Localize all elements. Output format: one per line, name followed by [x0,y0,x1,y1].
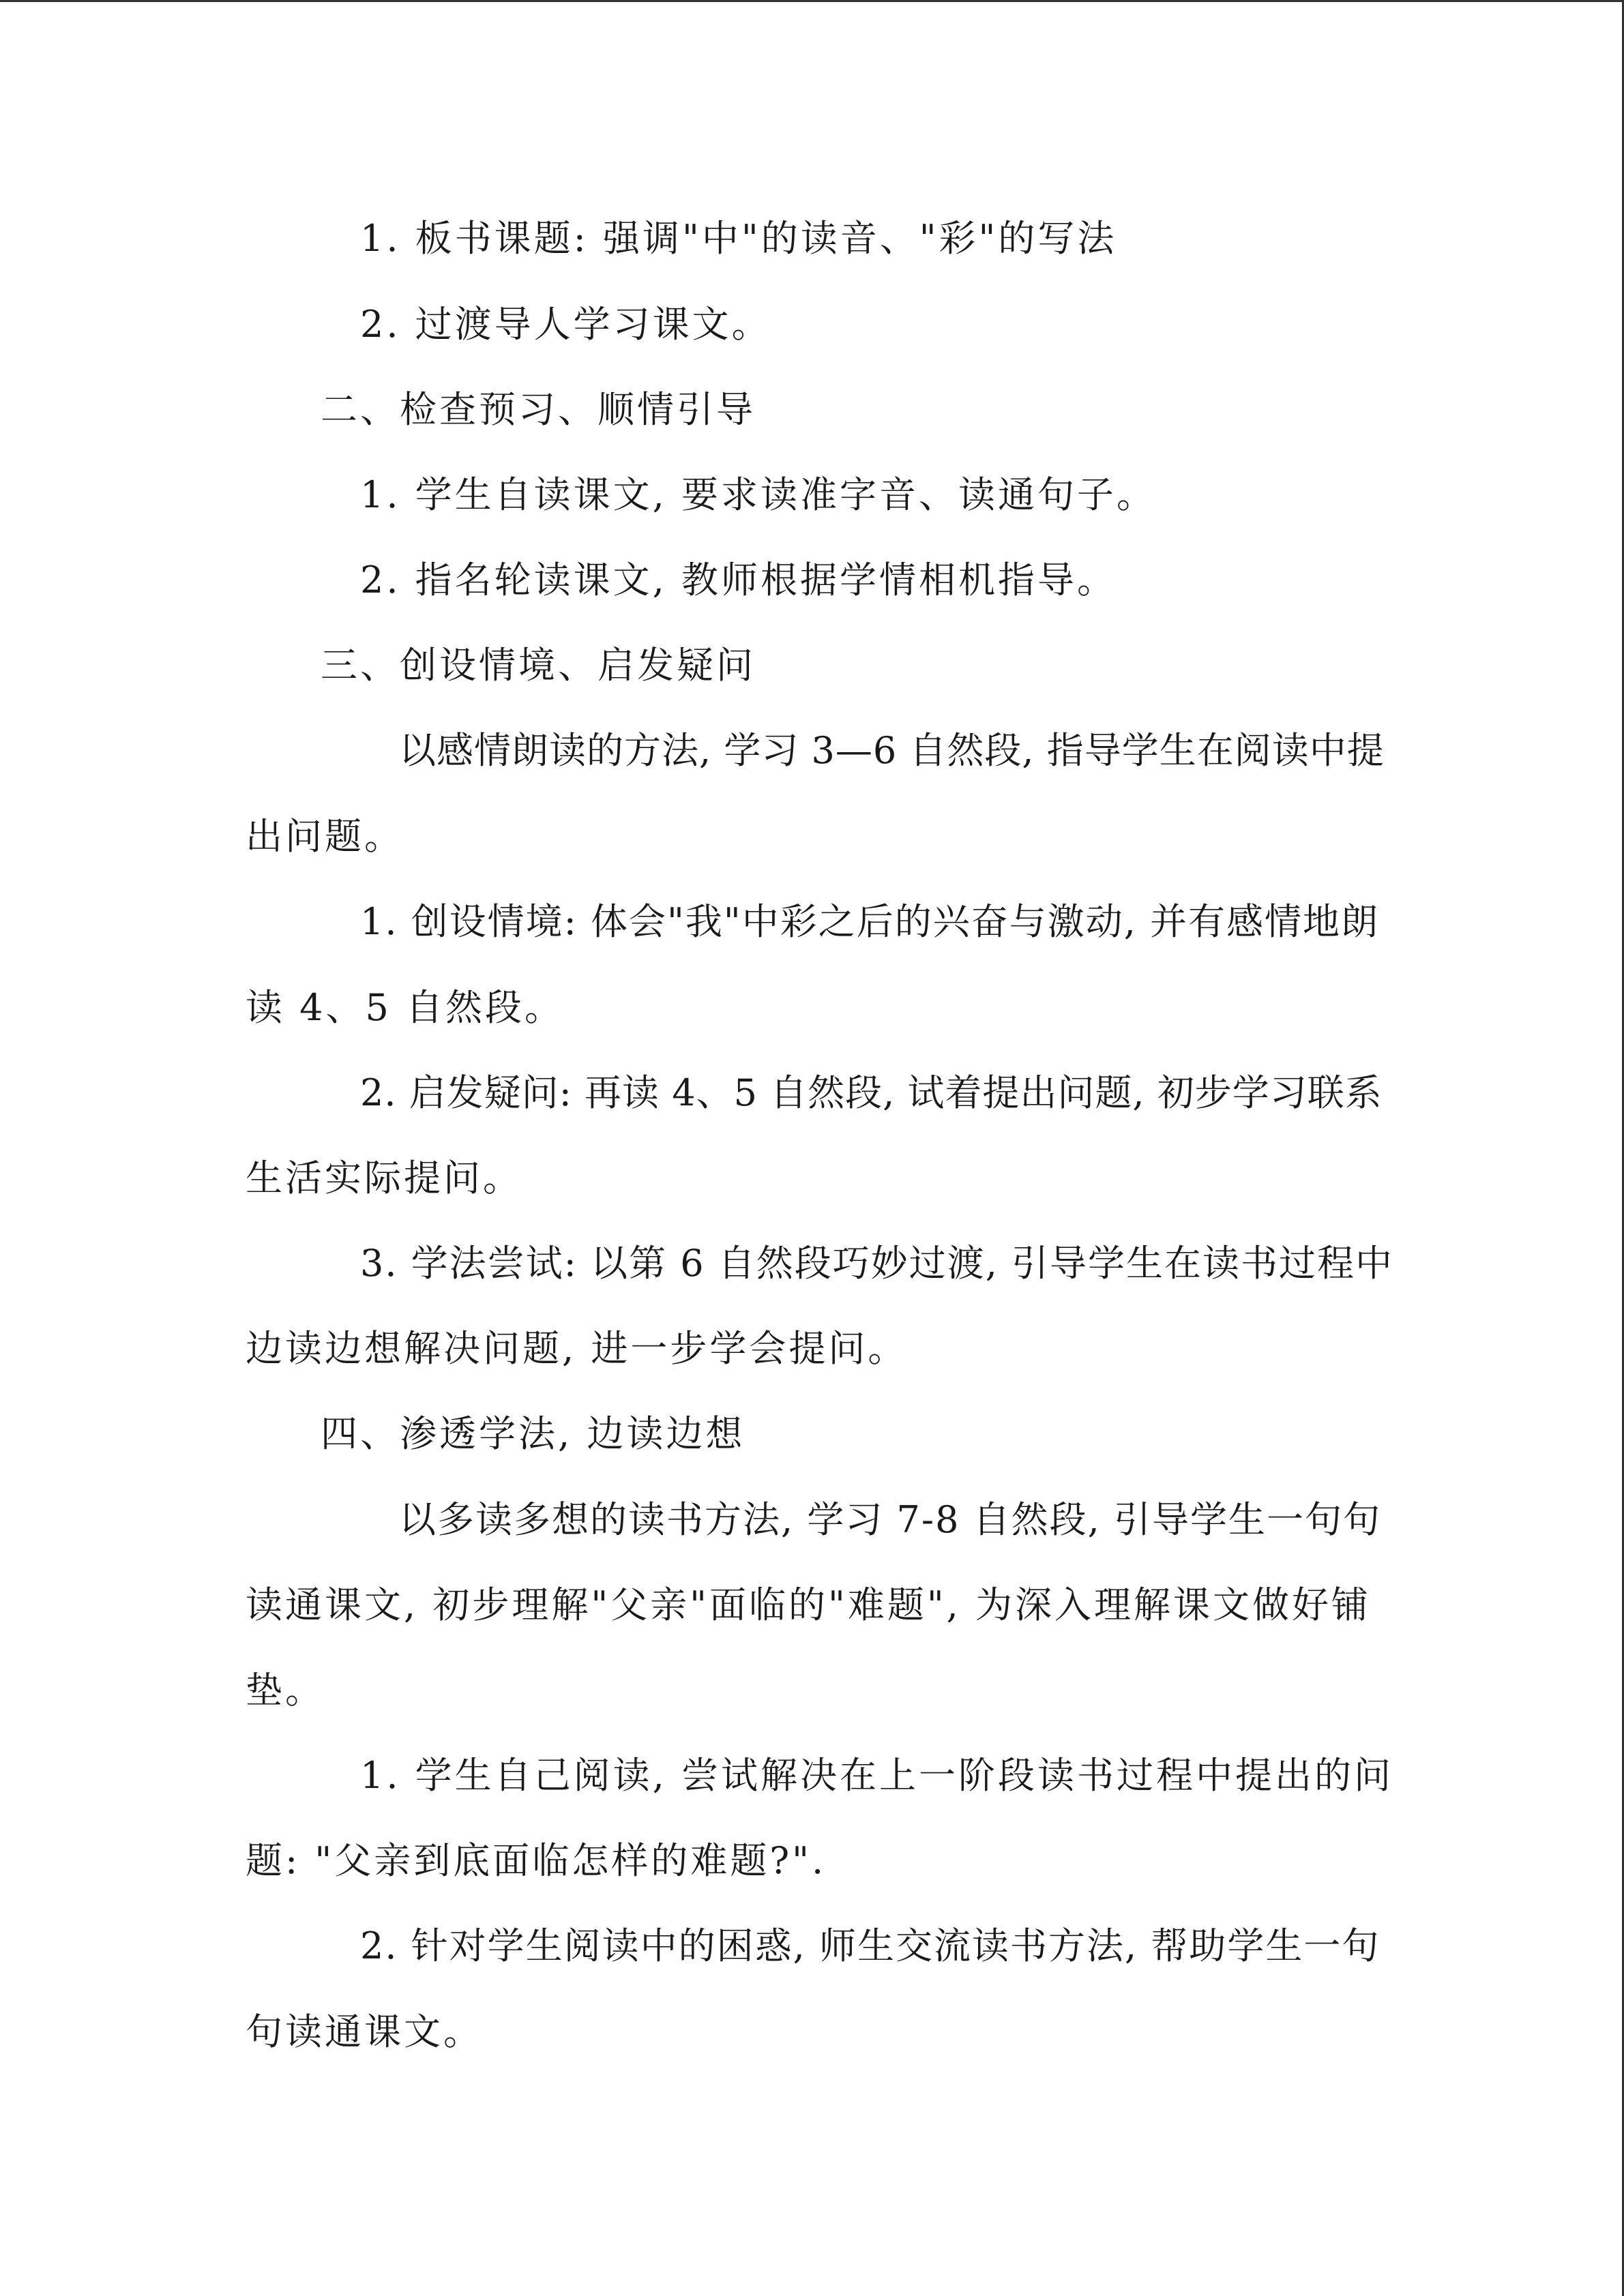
section-heading: 四、渗透学法, 边读边想 [321,1412,745,1455]
section-heading: 三、创设情境、启发疑问 [321,644,756,687]
text-line: 边读边想解决问题, 进一步学会提问。 [246,1327,908,1370]
text-line: 1. 板书课题: 强调"中"的读音、"彩"的写法 [360,217,1117,260]
text-line: 2. 指名轮读课文, 教师根据学情相机指导。 [360,558,1117,601]
text-line: 题: "父亲到底面临怎样的难题?". [246,1839,827,1882]
text-line: 1. 学生自己阅读, 尝试解决在上一阶段读书过程中提出的问 [360,1754,1394,1797]
text-line: 读 4、5 自然段。 [246,986,565,1029]
text-line: 1. 创设情境: 体会"我"中彩之后的兴奋与激动, 并有感情地朗 [360,900,1380,943]
text-line: 3. 学法尝试: 以第 6 自然段巧妙过渡, 引导学生在读书过程中 [360,1242,1394,1285]
text-line: 1. 学生自读课文, 要求读准字音、读通句子。 [360,473,1157,516]
text-line: 句读通课文。 [246,2010,483,2053]
text-line: 2. 过渡导人学习课文。 [360,303,771,346]
text-line: 出问题。 [246,815,404,858]
text-line: 读通课文, 初步理解"父亲"面临的"难题", 为深入理解课文做好铺 [246,1583,1372,1626]
text-line: 以感情朗读的方法, 学习 3—6 自然段, 指导学生在阅读中提 [399,729,1385,772]
section-heading: 二、检查预习、顺情引导 [321,388,756,431]
text-line: 垫。 [246,1669,325,1712]
text-line: 2. 针对学生阅读中的困惑, 师生交流读书方法, 帮助学生一句 [360,1924,1381,1967]
text-line: 2. 启发疑问: 再读 4、5 自然段, 试着提出问题, 初步学习联系 [360,1071,1383,1114]
text-line: 以多读多想的读书方法, 学习 7-8 自然段, 引导学生一句句 [399,1498,1381,1541]
text-line: 生活实际提问。 [246,1157,522,1199]
